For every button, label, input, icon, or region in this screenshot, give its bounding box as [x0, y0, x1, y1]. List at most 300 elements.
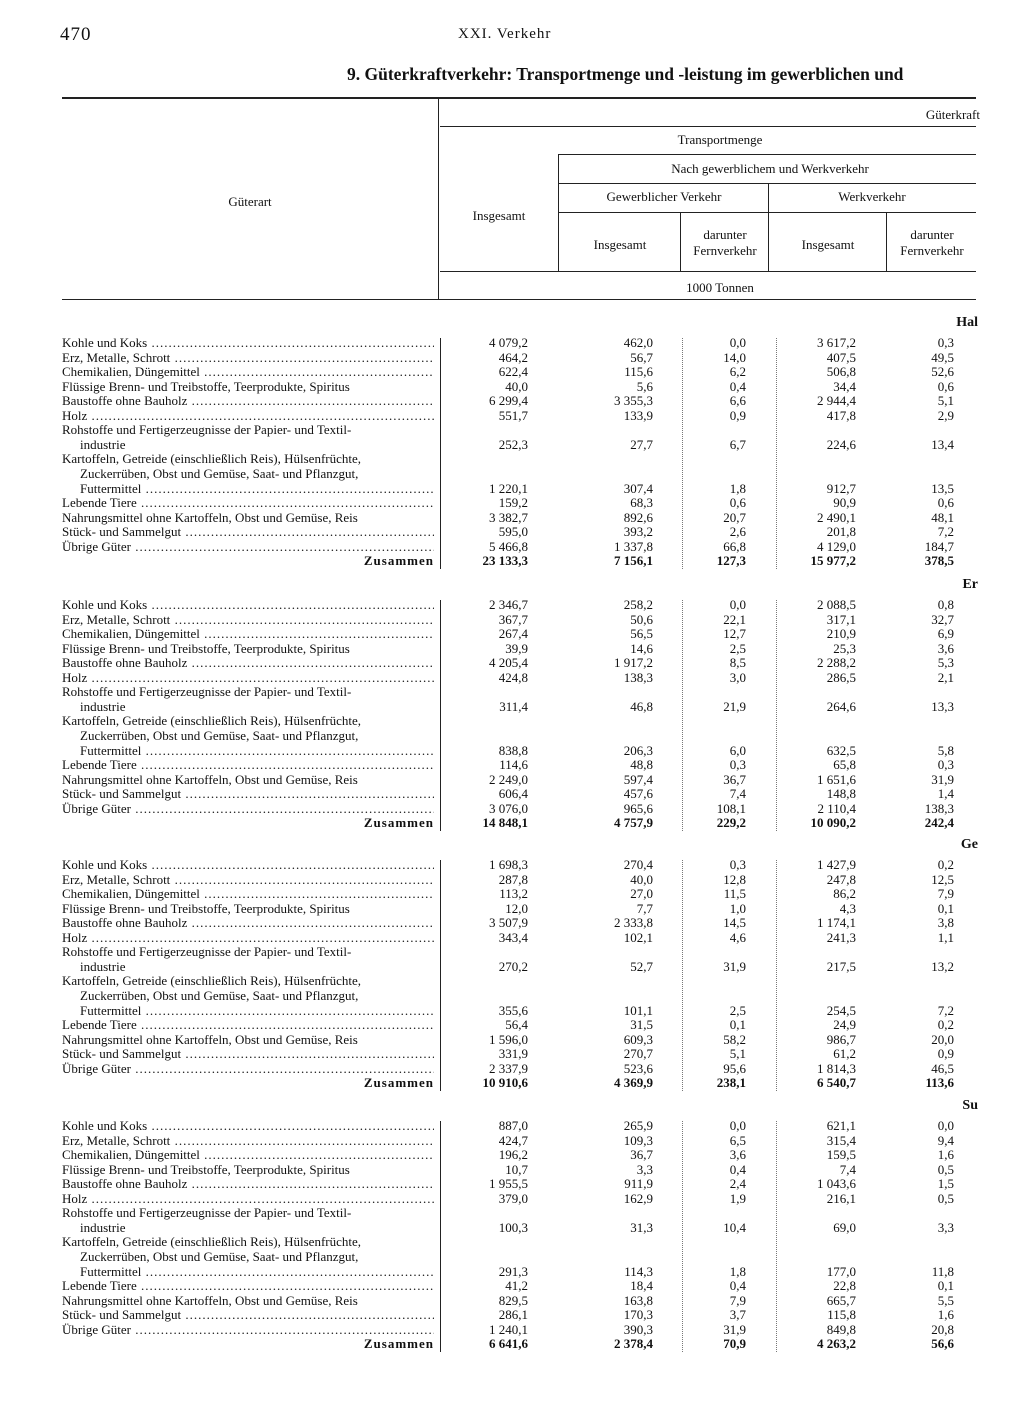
table-row [0, 394, 1024, 408]
cell-value: 6,9 [937, 626, 954, 642]
cell-value: 506,8 [826, 364, 856, 380]
table-row [0, 887, 1024, 901]
cell-value: 2,5 [729, 1002, 746, 1018]
cell-value: 5,8 [937, 742, 954, 758]
cell-value: 133,9 [623, 407, 653, 423]
head-divider-gew-sub [680, 213, 681, 271]
region-section [0, 837, 1024, 1091]
row-label: Kartoffeln, Getreide (einschließlich Reis), Hülsenfrüchte, [62, 1235, 362, 1250]
cell-value: 0,9 [937, 1046, 954, 1062]
header-werk-insgesamt: Insgesamt [801, 237, 855, 252]
cell-value: 3 507,9 [489, 915, 528, 931]
cell-value: 5,5 [937, 1292, 954, 1308]
table-row [0, 452, 1024, 466]
row-label: Rohstoffe und Fertigerzeugnisse der Papier- und Textil- [62, 945, 352, 960]
cell-value: 115,6 [624, 364, 653, 380]
cell-value: 4 205,4 [489, 655, 528, 671]
table-row [0, 787, 1024, 801]
head-divider-insgesamt [558, 155, 559, 271]
cell-value: 115,8 [827, 1307, 856, 1323]
table-row [0, 1206, 1024, 1220]
cell-value: 331,9 [498, 1046, 528, 1062]
table-row [0, 714, 1024, 728]
row-label: Nahrungsmittel ohne Kartoffeln, Obst und Gemüse, Reis [62, 510, 358, 525]
cell-value: 829,5 [498, 1292, 528, 1308]
chapter-title: XXI. Verkehr [458, 26, 552, 42]
row-label: Zuckerrüben, Obst und Gemüse, Saat- und Pflanzgut, [80, 728, 359, 743]
rule-under-transportmenge [558, 154, 976, 155]
cell-value: 159,2 [498, 495, 528, 511]
cell-value: 911,9 [624, 1176, 653, 1192]
cell-value: 267,4 [498, 626, 528, 642]
cell-value: 56,5 [630, 626, 653, 642]
rule-under-gueterkraft [440, 126, 976, 127]
table-row [0, 1192, 1024, 1206]
cell-value: 270,7 [623, 1046, 653, 1062]
total-value: 10 910,6 [482, 1075, 528, 1091]
cell-value: 1 337,8 [614, 538, 653, 554]
row-label: Nahrungsmittel ohne Kartoffeln, Obst und Gemüse, Reis [62, 1293, 358, 1308]
cell-value: 1,9 [729, 1190, 746, 1206]
row-label: Baustoffe ohne Bauholz ..... [62, 1177, 434, 1191]
row-label: Kohle und Koks ..... [62, 1119, 434, 1133]
row-label: Futtermittel ..... [80, 482, 434, 496]
cell-value: 0,9 [729, 407, 746, 423]
cell-value: 2,9 [937, 407, 954, 423]
cell-value: 0,3 [937, 757, 954, 773]
table-row [0, 902, 1024, 916]
table-row [0, 380, 1024, 394]
row-label: Baustoffe ohne Bauholz ..... [62, 916, 434, 930]
row-label: Kartoffeln, Getreide (einschließlich Reis), Hülsenfrüchte, [62, 974, 362, 989]
total-row [0, 1337, 1024, 1351]
header-gew-darunter: darunter [703, 227, 747, 242]
table-row [0, 685, 1024, 699]
cell-value: 6,2 [729, 364, 746, 380]
cell-value: 462,0 [623, 335, 653, 350]
row-label: Lebende Tiere ..... [62, 1279, 434, 1293]
cell-value: 0,4 [729, 1161, 746, 1177]
header-werk-fernverkehr: Fernverkehr [900, 243, 964, 258]
cell-value: 2,5 [729, 640, 746, 656]
cell-value: 6,6 [729, 393, 746, 409]
cell-value: 11,5 [723, 886, 746, 902]
cell-value: 4 129,0 [817, 538, 856, 554]
cell-value: 2 088,5 [817, 597, 856, 612]
row-label: Stück- und Sammelgut ..... [62, 1047, 434, 1061]
cell-value: 138,3 [623, 669, 653, 685]
row-label: Chemikalien, Düngemittel ..... [62, 1148, 434, 1162]
total-value: 4 263,2 [817, 1336, 856, 1352]
cell-value: 10,4 [723, 1219, 746, 1235]
cell-value: 7,2 [937, 1002, 954, 1018]
rule-under-verkehr [558, 212, 976, 213]
cell-value: 457,6 [623, 786, 653, 802]
table-row [0, 525, 1024, 539]
table-row [0, 758, 1024, 772]
cell-value: 0,0 [729, 1118, 746, 1133]
header-werkverkehr: Werkverkehr [838, 189, 906, 204]
cell-value: 20,7 [723, 509, 746, 525]
cell-value: 2 288,2 [817, 655, 856, 671]
cell-value: 3,3 [937, 1219, 954, 1235]
cell-value: 201,8 [826, 524, 856, 540]
row-label: Stück- und Sammelgut ..... [62, 525, 434, 539]
cell-value: 407,5 [826, 349, 856, 365]
cell-value: 114,6 [499, 757, 528, 773]
cell-value: 0,4 [729, 378, 746, 394]
cell-value: 11,8 [931, 1263, 954, 1279]
cell-value: 5,6 [636, 378, 653, 394]
cell-value: 13,4 [931, 436, 954, 452]
cell-value: 0,1 [937, 900, 954, 916]
region-section [0, 577, 1024, 831]
cell-value: 36,7 [630, 1147, 653, 1163]
total-value: 113,6 [925, 1075, 954, 1091]
cell-value: 0,4 [729, 1278, 746, 1294]
cell-value: 622,4 [498, 364, 528, 380]
cell-value: 14,0 [723, 349, 746, 365]
row-label: Rohstoffe und Fertigerzeugnisse der Papier- und Textil- [62, 1206, 352, 1221]
cell-value: 31,9 [723, 958, 746, 974]
cell-value: 258,2 [623, 597, 653, 612]
cell-value: 46,8 [630, 698, 653, 714]
row-label: Futtermittel ..... [80, 744, 434, 758]
cell-value: 18,4 [630, 1278, 653, 1294]
cell-value: 3 617,2 [817, 335, 856, 350]
row-label: Übrige Güter ..... [62, 1323, 434, 1337]
table-row [0, 802, 1024, 816]
cell-value: 49,5 [931, 349, 954, 365]
cell-value: 14,6 [630, 640, 653, 656]
cell-value: 311,4 [499, 698, 528, 714]
total-label: Zusammen [363, 1075, 434, 1091]
cell-value: 287,8 [498, 871, 528, 887]
cell-value: 3 382,7 [489, 509, 528, 525]
cell-value: 13,3 [931, 698, 954, 714]
region-heading: Su [962, 1098, 978, 1113]
cell-value: 1,0 [729, 900, 746, 916]
cell-value: 1 043,6 [817, 1176, 856, 1192]
cell-value: 7,4 [839, 1161, 856, 1177]
cell-value: 241,3 [826, 929, 856, 945]
cell-value: 3,6 [937, 640, 954, 656]
cell-value: 196,2 [498, 1147, 528, 1163]
cell-value: 632,5 [826, 742, 856, 758]
row-label: Chemikalien, Düngemittel ..... [62, 627, 434, 641]
cell-value: 170,3 [623, 1307, 653, 1323]
region-heading: Hal [956, 315, 978, 330]
cell-value: 20,8 [931, 1321, 954, 1337]
cell-value: 291,3 [498, 1263, 528, 1279]
table-title: 9. Güterkraftverkehr: Transportmenge und -leistung im gewerblichen und [347, 64, 904, 84]
cell-value: 31,9 [931, 771, 954, 787]
cell-value: 1 220,1 [489, 480, 528, 496]
head-divider-verkehr [768, 184, 769, 271]
row-label: industrie [80, 1220, 126, 1235]
row-label: industrie [80, 959, 126, 974]
table-row [0, 409, 1024, 423]
row-label: Flüssige Brenn- und Treibstoffe, Teerprodukte, Spiritus [62, 901, 350, 916]
cell-value: 27,7 [630, 436, 653, 452]
cell-value: 0,5 [937, 1161, 954, 1177]
cell-value: 22,1 [723, 611, 746, 627]
total-value: 229,2 [716, 815, 746, 831]
table-row [0, 700, 1024, 714]
cell-value: 252,3 [498, 436, 528, 452]
header-gew-insgesamt: Insgesamt [593, 237, 647, 252]
cell-value: 6,7 [729, 436, 746, 452]
table-row [0, 482, 1024, 496]
cell-value: 2 333,8 [614, 915, 653, 931]
cell-value: 113,2 [499, 886, 528, 902]
cell-value: 31,5 [630, 1017, 653, 1033]
cell-value: 41,2 [505, 1278, 528, 1294]
cell-value: 36,7 [723, 771, 746, 787]
header-transportmenge: Transportmenge [677, 132, 763, 147]
cell-value: 393,2 [623, 524, 653, 540]
row-label: Chemikalien, Düngemittel ..... [62, 887, 434, 901]
row-label: Erz, Metalle, Schrott ..... [62, 1134, 434, 1148]
table-row [0, 1221, 1024, 1235]
cell-value: 31,9 [723, 1321, 746, 1337]
cell-value: 986,7 [826, 1031, 856, 1047]
cell-value: 7,9 [937, 886, 954, 902]
cell-value: 100,3 [498, 1219, 528, 1235]
row-label: Holz ..... [62, 409, 434, 423]
cell-value: 1 955,5 [489, 1176, 528, 1192]
row-label: Erz, Metalle, Schrott ..... [62, 873, 434, 887]
header-unit: 1000 Tonnen [686, 280, 754, 295]
cell-value: 1,6 [937, 1307, 954, 1323]
cell-value: 138,3 [924, 800, 954, 816]
row-label: Nahrungsmittel ohne Kartoffeln, Obst und Gemüse, Reis [62, 772, 358, 787]
cell-value: 14,5 [723, 915, 746, 931]
cell-value: 286,5 [826, 669, 856, 685]
cell-value: 48,8 [630, 757, 653, 773]
cell-value: 2,1 [937, 669, 954, 685]
cell-value: 58,2 [723, 1031, 746, 1047]
cell-value: 5,3 [937, 655, 954, 671]
cell-value: 10,7 [505, 1161, 528, 1177]
row-label: Erz, Metalle, Schrott ..... [62, 351, 434, 365]
cell-value: 114,3 [624, 1263, 653, 1279]
cell-value: 270,4 [623, 857, 653, 872]
cell-value: 5 466,8 [489, 538, 528, 554]
table-top-rule [62, 97, 976, 99]
cell-value: 1,8 [729, 480, 746, 496]
table-row [0, 1323, 1024, 1337]
table-row [0, 1018, 1024, 1032]
cell-value: 3 076,0 [489, 800, 528, 816]
cell-value: 621,1 [826, 1118, 856, 1133]
table-row [0, 1163, 1024, 1177]
table-head-bottom-rule [62, 299, 976, 300]
row-label: Zuckerrüben, Obst und Gemüse, Saat- und Pflanzgut, [80, 466, 359, 481]
cell-value: 12,8 [723, 871, 746, 887]
cell-value: 2,6 [729, 524, 746, 540]
cell-value: 20,0 [931, 1031, 954, 1047]
table-row [0, 1033, 1024, 1047]
cell-value: 0,0 [729, 335, 746, 350]
cell-value: 417,8 [826, 407, 856, 423]
row-label: Kohle und Koks ..... [62, 858, 434, 872]
header-nach-gewerblichem: Nach gewerblichem und Werkverkehr [671, 161, 869, 176]
cell-value: 1 917,2 [614, 655, 653, 671]
cell-value: 464,2 [498, 349, 528, 365]
cell-value: 307,4 [623, 480, 653, 496]
cell-value: 109,3 [623, 1132, 653, 1148]
cell-value: 2 346,7 [489, 597, 528, 612]
cell-value: 2 944,4 [817, 393, 856, 409]
header-gueterkraft: Güterkraft [925, 107, 980, 122]
table-row [0, 1250, 1024, 1264]
table-row [0, 1148, 1024, 1162]
table-row [0, 656, 1024, 670]
cell-value: 595,0 [498, 524, 528, 540]
cell-value: 108,1 [716, 800, 746, 816]
table-row [0, 1004, 1024, 1018]
cell-value: 0,6 [729, 495, 746, 511]
cell-value: 8,5 [729, 655, 746, 671]
row-label: Stück- und Sammelgut ..... [62, 787, 434, 801]
row-label: Rohstoffe und Fertigerzeugnisse der Papier- und Textil- [62, 685, 352, 700]
table-row [0, 642, 1024, 656]
total-row [0, 554, 1024, 568]
cell-value: 66,8 [723, 538, 746, 554]
cell-value: 665,7 [826, 1292, 856, 1308]
cell-value: 3,3 [636, 1161, 653, 1177]
region-heading: Er [962, 577, 978, 592]
table-row [0, 336, 1024, 350]
table-row [0, 974, 1024, 988]
table-row [0, 1119, 1024, 1133]
cell-value: 286,1 [498, 1307, 528, 1323]
cell-value: 0,0 [729, 597, 746, 612]
total-value: 15 977,2 [810, 553, 856, 569]
page-number: 470 [60, 24, 92, 45]
cell-value: 6 299,4 [489, 393, 528, 409]
cell-value: 25,3 [833, 640, 856, 656]
cell-value: 912,7 [826, 480, 856, 496]
cell-value: 86,2 [833, 886, 856, 902]
row-label: Lebende Tiere ..... [62, 758, 434, 772]
cell-value: 4,3 [839, 900, 856, 916]
cell-value: 101,1 [623, 1002, 653, 1018]
cell-value: 523,6 [623, 1060, 653, 1076]
cell-value: 0,3 [937, 335, 954, 350]
cell-value: 264,6 [826, 698, 856, 714]
cell-value: 390,3 [623, 1321, 653, 1337]
cell-value: 206,3 [623, 742, 653, 758]
cell-value: 343,4 [498, 929, 528, 945]
cell-value: 606,4 [498, 786, 528, 802]
cell-value: 159,5 [826, 1147, 856, 1163]
cell-value: 1,8 [729, 1263, 746, 1279]
table-row [0, 1177, 1024, 1191]
cell-value: 12,0 [505, 900, 528, 916]
row-label: Stück- und Sammelgut ..... [62, 1308, 434, 1322]
cell-value: 12,7 [723, 626, 746, 642]
cell-value: 27,0 [630, 886, 653, 902]
cell-value: 1 427,9 [817, 857, 856, 872]
table-row [0, 729, 1024, 743]
cell-value: 6,5 [729, 1132, 746, 1148]
cell-value: 0,1 [729, 1017, 746, 1033]
row-label: Chemikalien, Düngemittel ..... [62, 365, 434, 379]
cell-value: 46,5 [931, 1060, 954, 1076]
cell-value: 4,6 [729, 929, 746, 945]
cell-value: 424,7 [498, 1132, 528, 1148]
cell-value: 61,2 [833, 1046, 856, 1062]
cell-value: 5,1 [729, 1046, 746, 1062]
cell-value: 162,9 [623, 1190, 653, 1206]
table-row [0, 671, 1024, 685]
table-row [0, 960, 1024, 974]
total-value: 70,9 [723, 1336, 746, 1352]
total-value: 23 133,3 [482, 553, 528, 569]
cell-value: 1,4 [937, 786, 954, 802]
cell-value: 13,5 [931, 480, 954, 496]
rule-above-unit [440, 271, 976, 272]
cell-value: 0,6 [937, 495, 954, 511]
row-label: industrie [80, 699, 126, 714]
cell-value: 317,1 [826, 611, 856, 627]
row-label: Baustoffe ohne Bauholz ..... [62, 656, 434, 670]
cell-value: 32,7 [931, 611, 954, 627]
total-value: 4 757,9 [614, 815, 653, 831]
row-label: Kartoffeln, Getreide (einschließlich Reis), Hülsenfrüchte, [62, 452, 362, 467]
total-row [0, 816, 1024, 830]
cell-value: 24,9 [833, 1017, 856, 1033]
total-value: 2 378,4 [614, 1336, 653, 1352]
table-row [0, 931, 1024, 945]
row-label: Übrige Güter ..... [62, 540, 434, 554]
cell-value: 0,8 [937, 597, 954, 612]
cell-value: 69,0 [833, 1219, 856, 1235]
cell-value: 7,4 [729, 786, 746, 802]
cell-value: 56,7 [630, 349, 653, 365]
cell-value: 2 249,0 [489, 771, 528, 787]
cell-value: 50,6 [630, 611, 653, 627]
table-row [0, 438, 1024, 452]
cell-value: 849,8 [826, 1321, 856, 1337]
row-label: Zuckerrüben, Obst und Gemüse, Saat- und Pflanzgut, [80, 988, 359, 1003]
cell-value: 609,3 [623, 1031, 653, 1047]
cell-value: 34,4 [833, 378, 856, 394]
cell-value: 3,7 [729, 1307, 746, 1323]
cell-value: 216,1 [826, 1190, 856, 1206]
cell-value: 379,0 [498, 1190, 528, 1206]
cell-value: 887,0 [498, 1118, 528, 1133]
header-werk-darunter: darunter [910, 227, 954, 242]
cell-value: 3,6 [729, 1147, 746, 1163]
total-label: Zusammen [363, 815, 434, 831]
cell-value: 7,7 [636, 900, 653, 916]
cell-value: 9,4 [937, 1132, 954, 1148]
cell-value: 551,7 [498, 407, 528, 423]
table-row [0, 496, 1024, 510]
row-label: Holz ..... [62, 931, 434, 945]
cell-value: 1,6 [937, 1147, 954, 1163]
row-label: Flüssige Brenn- und Treibstoffe, Teerprodukte, Spiritus [62, 1162, 350, 1177]
cell-value: 224,6 [826, 436, 856, 452]
total-value: 6 540,7 [817, 1075, 856, 1091]
cell-value: 838,8 [498, 742, 528, 758]
cell-value: 65,8 [833, 757, 856, 773]
table-row [0, 627, 1024, 641]
total-value: 56,6 [931, 1336, 954, 1352]
